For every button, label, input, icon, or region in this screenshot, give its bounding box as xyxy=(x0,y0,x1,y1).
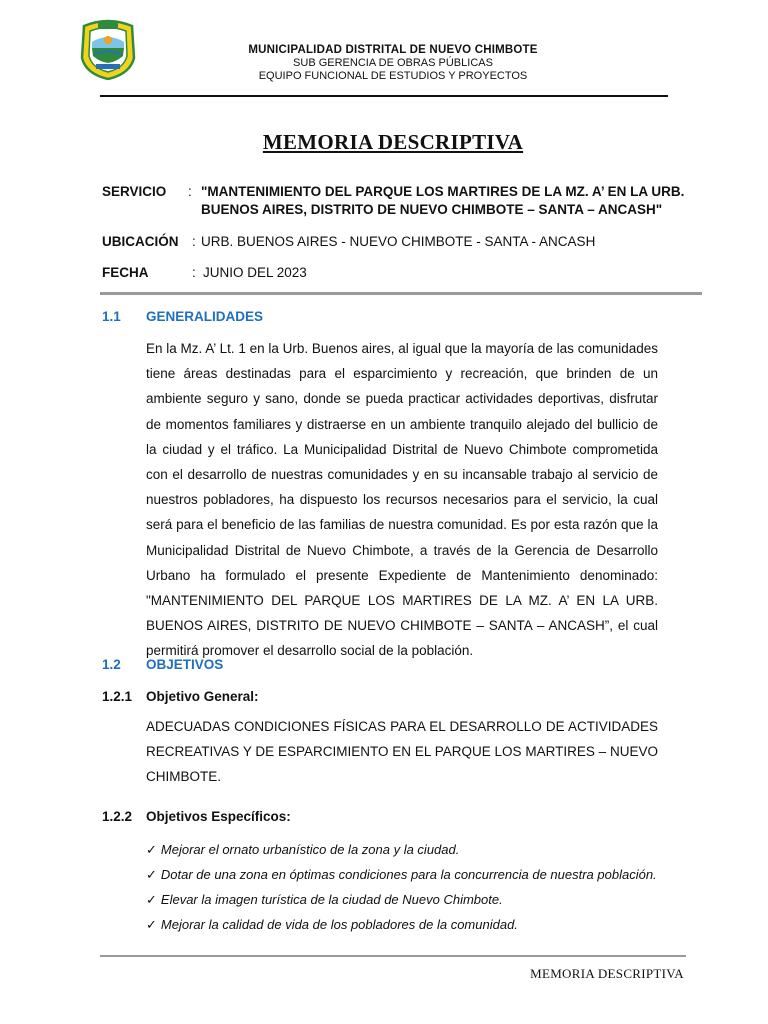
list-item xyxy=(146,862,657,887)
section-title: OBJETIVOS xyxy=(146,657,224,672)
municipality-seal-logo xyxy=(78,18,138,80)
subsection-number: 1.2.1 xyxy=(102,689,133,704)
subsection-title: Objetivo General: xyxy=(146,689,259,704)
fecha-label: FECHA xyxy=(102,265,149,280)
subsection-number: 1.2.2 xyxy=(102,809,133,824)
footer-divider xyxy=(100,955,686,957)
document-title: MEMORIA DESCRIPTIVA xyxy=(262,130,524,154)
header-divider xyxy=(100,95,668,97)
servicio-colon: : xyxy=(188,184,192,199)
generalidades-paragraph: En la Mz. A’ Lt. 1 en la Urb. Buenos aires, al igual que la mayoría de las comunidades tiene áreas destinadas para el esparcimiento y recreación, que brinden de un ambiente seguro y sano, donde se pueda practicar actividades deportivas, disfrutar de momentos familiares y distraerse en un ambiente tranquilo alejado del bullicio de la ciudad y el tráfico. La Municipalidad Distrital de Nuevo Chimbote comprometida con el desarrollo de nuestras comunidades y en su incansable trabajo al servicio de nuestros pobladores, ha dispuesto los recursos necesarios para el servicio, la cual será para el beneficio de las familias de nuestra comunidad. Es por esta razón que la Municipalidad Distrital de Nuevo Chimbote, a través de la Gerencia de Desarrollo Urbano ha formulado el presente Expediente de Mantenimiento denominado: "MANTENIMIENTO DEL PARQUE LOS MARTIRES DE LA MZ. A’ EN LA URB. BUENOS AIRES, DISTRITO DE NUEVO CHIMBOTE – SANTA – ANCASH”, el cual permitirá promover el desarrollo social de la población. xyxy=(146,341,658,659)
fecha-value: JUNIO DEL 2023 xyxy=(203,265,307,280)
footer-title: MEMORIA DESCRIPTIVA xyxy=(530,966,684,981)
section-number: 1.2 xyxy=(102,657,121,672)
list-item xyxy=(146,912,657,937)
list-item xyxy=(146,837,657,862)
check-icon: ✓ xyxy=(146,867,157,882)
header-organization: MUNICIPALIDAD DISTRITAL DE NUEVO CHIMBOTE xyxy=(248,44,538,56)
servicio-label: SERVICIO xyxy=(102,184,167,199)
header-subdivision: SUB GERENCIA DE OBRAS PÚBLICAS xyxy=(293,57,493,69)
objetivos-especificos-list xyxy=(146,837,657,937)
servicio-value-line1: "MANTENIMIENTO DEL PARQUE LOS MARTIRES DE LA MZ. A’ EN LA URB. xyxy=(201,184,685,199)
check-icon: ✓ xyxy=(146,917,157,932)
ubicacion-value: URB. BUENOS AIRES - NUEVO CHIMBOTE - SANTA - ANCASH xyxy=(201,234,596,249)
list-item-text: Mejorar la calidad de vida de los pobladores de la comunidad. xyxy=(160,917,518,932)
subsection-title: Objetivos Específicos: xyxy=(146,809,291,824)
list-item-text: Elevar la imagen turística de la ciudad de Nuevo Chimbote. xyxy=(160,892,503,907)
section-number: 1.1 xyxy=(102,309,121,324)
ubicacion-colon: : xyxy=(192,234,196,249)
objetivo-general-text: ADECUADAS CONDICIONES FÍSICAS PARA EL DESARROLLO DE ACTIVIDADES RECREATIVAS Y DE ESPARCIMIENTO EN EL PARQUE LOS MARTIRES – NUEVO CHIMBOTE. xyxy=(146,719,658,785)
header-team: EQUIPO FUNCIONAL DE ESTUDIOS Y PROYECTOS xyxy=(258,70,528,82)
document-header xyxy=(190,43,596,83)
list-item-text: Dotar de una zona en óptimas condiciones para la concurrencia de nuestra población. xyxy=(160,867,657,882)
list-item xyxy=(146,887,657,912)
check-icon: ✓ xyxy=(146,892,157,907)
check-icon: ✓ xyxy=(146,842,157,857)
meta-divider xyxy=(100,292,702,295)
fecha-colon: : xyxy=(192,265,196,280)
servicio-value-line2: BUENOS AIRES, DISTRITO DE NUEVO CHIMBOTE – SANTA – ANCASH" xyxy=(201,202,663,217)
list-item-text: Mejorar el ornato urbanístico de la zona y la ciudad. xyxy=(160,842,460,857)
section-title: GENERALIDADES xyxy=(146,309,264,324)
ubicacion-label: UBICACIÓN xyxy=(102,234,179,249)
